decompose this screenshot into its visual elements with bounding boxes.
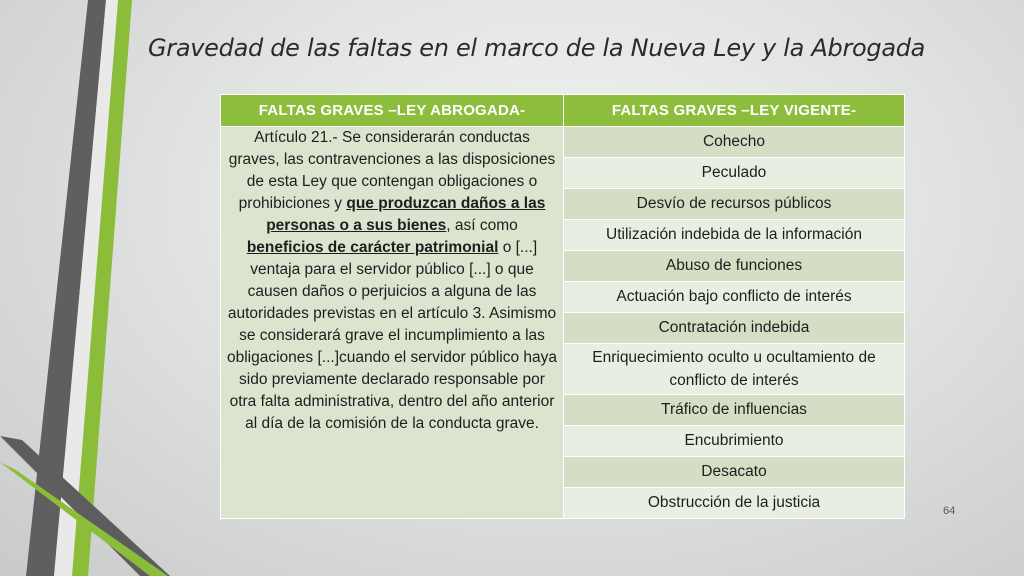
falta-item: Utilización indebida de la información [564, 220, 905, 251]
article-text-part: o [...] ventaja para el servidor público [...] o que causen daños o perjuicios a alguna de las autoridades previstas en el artículo 3. Asimismo se considerará grave el incumplimiento a las obligaciones [...]cuando el servidor público haya sido previamente declarado responsable por otra falta administrativa, dentro del año anterior al día de la comisión de la conducta grave. [227, 239, 558, 432]
falta-item: Actuación bajo conflicto de interés [564, 282, 905, 313]
article-bold-danos: que produzcan daños a las personas o a sus bienes [266, 195, 546, 234]
falta-item: Encubrimiento [564, 426, 905, 457]
falta-item: Abuso de funciones [564, 251, 905, 282]
page-number: 64 [943, 505, 956, 517]
header-ley-vigente: FALTAS GRAVES –LEY VIGENTE- [564, 95, 905, 127]
slide-title: Gravedad de las faltas en el marco de la Nueva Ley y la Abrogada [148, 34, 926, 62]
falta-item: Desacato [564, 457, 905, 488]
header-row [221, 95, 905, 127]
article-text-part: Artículo 21.- Se considerarán conductas graves, las contravenciones a las disposiciones de esta Ley que contengan obligaciones o prohibiciones y [228, 129, 556, 212]
article-text-part: , así como [446, 217, 518, 234]
falta-item: Desvío de recursos públicos [564, 189, 905, 220]
article-bold-beneficios: beneficios de carácter patrimonial [246, 239, 499, 256]
faltas-table [220, 94, 905, 519]
falta-item: Cohecho [564, 127, 905, 158]
falta-item: Contratación indebida [564, 313, 905, 344]
falta-item: Peculado [564, 158, 905, 189]
falta-item: Tráfico de influencias [564, 395, 905, 426]
falta-item: Enriquecimiento oculto u ocultamiento de conflicto de interés [564, 344, 905, 395]
header-ley-abrogada: FALTAS GRAVES –LEY ABROGADA- [221, 95, 564, 127]
articulo-21-text [221, 127, 564, 519]
falta-item: Obstrucción de la justicia [564, 488, 905, 519]
table-row [221, 127, 905, 158]
